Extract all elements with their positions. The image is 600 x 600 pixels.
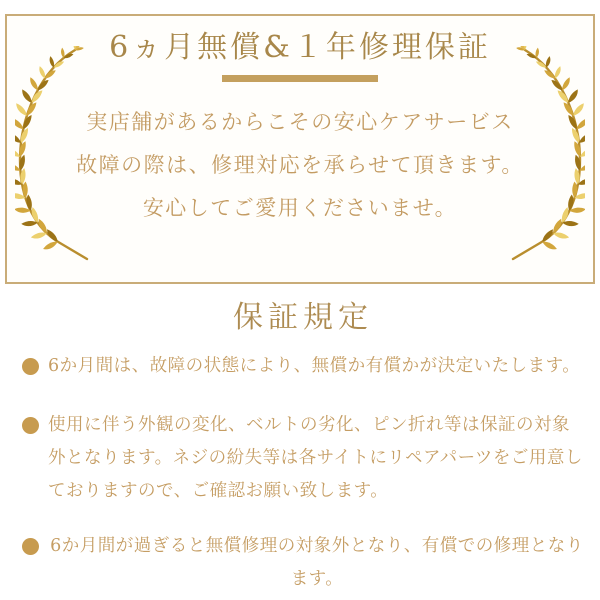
term-text: 使用に伴う外観の変化、ベルトの劣化、ピン折れ等は保証の対象外となります。ネジの紛失等は各サイトにリペアパーツをご用意しておりますので、ご確認お願い致します。 [48,415,583,501]
term-item [20,409,586,508]
bullet-circle-icon [22,358,39,375]
warranty-description-line: 安心してご愛用くださいませ。 [142,196,458,220]
term-item [20,530,586,596]
term-item [20,350,586,383]
terms-heading: 保証規定 [233,300,373,335]
warranty-description-line: 故障の際は、修理対応を承らせて頂きます。 [76,153,524,177]
bullet-circle-icon [22,417,39,434]
warranty-title: 6ヵ月無償&１年修理保証 [109,30,491,65]
term-text: 6か月間が過ぎると無償修理の対象外となり、有償での修理となります。 [50,536,584,589]
warranty-hero-panel [5,14,595,284]
warranty-terms-section [0,300,600,596]
term-text: 6か月間は、故障の状態により、無償か有償かが決定いたします。 [48,356,581,376]
title-underline [222,75,378,82]
bullet-circle-icon [22,538,39,555]
warranty-description-line: 実店舗があるからこその安心ケアサービス [86,110,514,134]
warranty-description [7,101,593,230]
terms-list [20,350,586,596]
